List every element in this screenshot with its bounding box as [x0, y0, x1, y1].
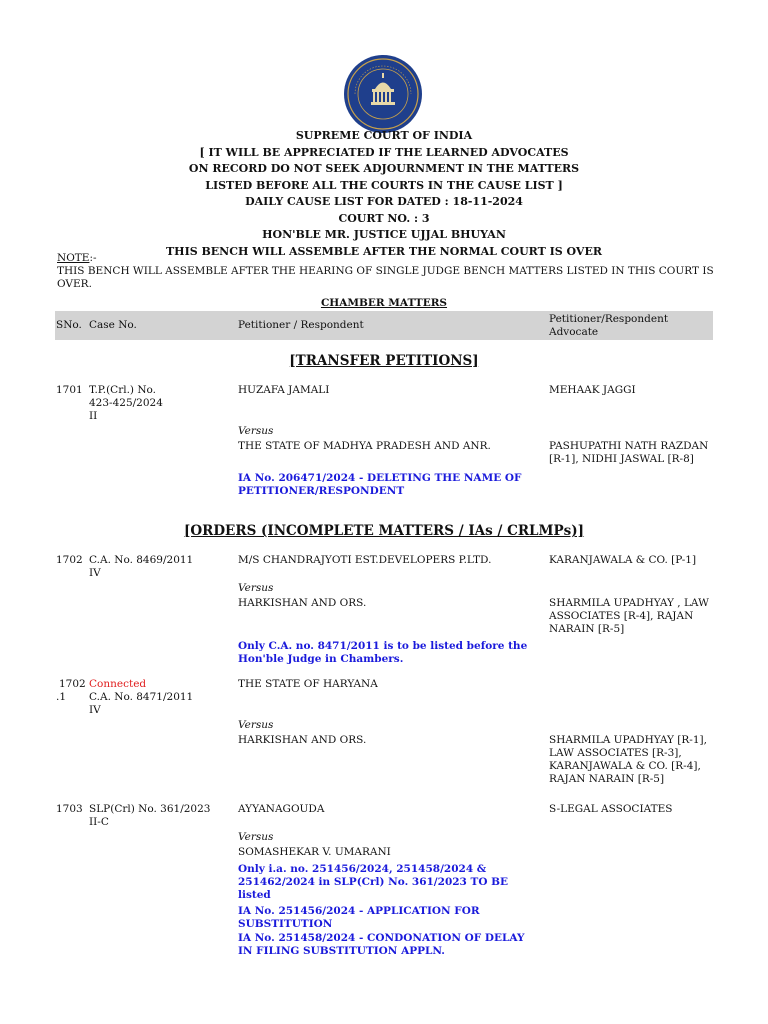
note-text-line-1: THIS BENCH WILL ASSEMBLE AFTER THE HEARING OF SINGLE JUDGE BENCH MATTERS LISTED IN THIS COURT IS — [57, 265, 714, 277]
ia-note: IA No. 251458/2024 - CONDONATION OF DELAY IN FILING SUBSTITUTION APPLN. — [238, 932, 525, 957]
case-sno-suffix: .1 — [56, 691, 67, 703]
petitioner-name: THE STATE OF HARYANA — [238, 678, 378, 690]
ia-note: IA No. 206471/2024 - DELETING THE NAME OF PETITIONER/RESPONDENT — [238, 472, 522, 497]
note-block — [57, 252, 717, 291]
header-judge: HON'BLE MR. JUSTICE UJJAL BHUYAN — [262, 228, 506, 241]
ia-note: IA No. 251456/2024 - APPLICATION FOR SUBSTITUTION — [238, 905, 480, 930]
header-bench-note: THIS BENCH WILL ASSEMBLE AFTER THE NORMAL COURT IS OVER — [166, 244, 602, 258]
petitioner-advocate: S-LEGAL ASSOCIATES — [549, 803, 673, 815]
chamber-matters-title: CHAMBER MATTERS — [320, 297, 448, 309]
header-notice-line-3: LISTED BEFORE ALL THE COURTS IN THE CAUSE LIST ] — [205, 178, 563, 192]
case-number: T.P.(Crl.) No. 423-425/2024 II — [89, 384, 163, 422]
note-label-suffix: :- — [89, 252, 97, 264]
versus-label: Versus — [238, 831, 274, 843]
petitioner-name: M/S CHANDRAJYOTI EST.DEVELOPERS P.LTD. — [238, 554, 492, 566]
versus-label: Versus — [238, 425, 274, 437]
note-label: NOTE — [57, 252, 90, 264]
listing-note: Only C.A. no. 8471/2011 is to be listed before the Hon'ble Judge in Chambers. — [238, 640, 528, 665]
cause-list-header — [0, 128, 768, 260]
versus-label: Versus — [238, 582, 274, 594]
header-date: DAILY CAUSE LIST FOR DATED : 18-11-2024 — [245, 195, 523, 208]
header-court-name: SUPREME COURT OF INDIA — [295, 129, 473, 142]
respondent-name: HARKISHAN AND ORS. — [238, 597, 367, 609]
case-sno: 1702 — [59, 678, 86, 690]
case-number: SLP(Crl) No. 361/2023 II-C — [89, 803, 211, 828]
section-title-orders: [ORDERS (INCOMPLETE MATTERS / IAs / CRLMPs)] — [183, 523, 585, 539]
respondent-advocate: SHARMILA UPADHYAY , LAW ASSOCIATES [R-4], RAJAN NARAIN [R-5] — [549, 597, 709, 635]
petitioner-name: AYYANAGOUDA — [238, 803, 325, 815]
case-sno: 1703 — [56, 803, 83, 815]
col-parties: Petitioner / Respondent — [238, 319, 364, 331]
header-notice-line-2: ON RECORD DO NOT SEEK ADJOURNMENT IN THE MATTERS — [188, 162, 580, 175]
col-advocate-line-2: Advocate — [549, 326, 599, 338]
case-sno: 1702 — [56, 554, 83, 566]
respondent-name: SOMASHEKAR V. UMARANI — [238, 846, 391, 858]
petitioner-advocate: MEHAAK JAGGI — [549, 384, 636, 396]
respondent-advocate: PASHUPATHI NATH RAZDAN [R-1], NIDHI JASWAL [R-8] — [549, 440, 709, 465]
section-title-transfer-petitions: [TRANSFER PETITIONS] — [289, 353, 479, 369]
header-court-no: COURT NO. : 3 — [338, 211, 430, 225]
case-sno: 1701 — [56, 384, 83, 396]
listing-note: Only i.a. no. 251456/2024, 251458/2024 & 251462/2024 in SLP(Crl) No. 361/2023 TO BE listed — [238, 863, 509, 901]
respondent-name: HARKISHAN AND ORS. — [238, 734, 367, 746]
connected-label: Connected — [89, 678, 147, 690]
supreme-court-seal — [343, 54, 423, 134]
table-header — [55, 311, 713, 340]
petitioner-name: HUZAFA JAMALI — [238, 384, 330, 396]
case-number: C.A. No. 8471/2011 IV — [89, 691, 194, 716]
respondent-name: THE STATE OF MADHYA PRADESH AND ANR. — [238, 440, 491, 452]
col-case-no: Case No. — [89, 319, 137, 331]
header-notice-line-1: [ IT WILL BE APPRECIATED IF THE LEARNED ADVOCATES — [199, 145, 569, 159]
respondent-advocate: SHARMILA UPADHYAY [R-1], LAW ASSOCIATES [R-3], KARANJAWALA & CO. [R-4], RAJAN NARAIN [R-5] — [549, 734, 707, 785]
col-sno: SNo. — [56, 319, 82, 331]
versus-label: Versus — [238, 719, 274, 731]
petitioner-advocate: KARANJAWALA & CO. [P-1] — [549, 554, 697, 566]
case-number: C.A. No. 8469/2011 IV — [89, 554, 194, 579]
note-text-line-2: OVER. — [57, 278, 92, 290]
col-advocate-line-1: Petitioner/Respondent — [549, 313, 669, 325]
